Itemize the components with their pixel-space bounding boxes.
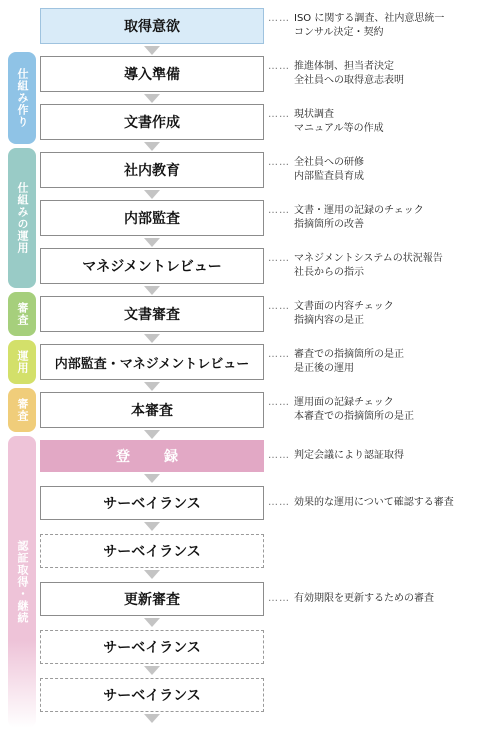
dotted-leader: …… (268, 397, 290, 408)
step-label: 文書作成 (124, 115, 180, 131)
down-arrow-icon (144, 382, 160, 391)
desc-line: 現状調査 (294, 109, 334, 120)
step-box (40, 296, 264, 332)
dotted-leader: …… (268, 497, 290, 508)
phase-bar-operation (8, 148, 36, 288)
step-label: マネジメントレビュー (82, 259, 222, 275)
dotted-leader: …… (268, 593, 290, 604)
step-box (40, 104, 264, 140)
dotted-leader: …… (268, 349, 290, 360)
step-label: 取得意欲 (124, 19, 180, 35)
step-box (40, 152, 264, 188)
step-label: 社内教育 (124, 163, 180, 179)
desc-line: 審査での指摘箇所の是正 (294, 349, 404, 360)
step-description (268, 60, 476, 88)
step-description (268, 108, 476, 136)
down-arrow-icon (144, 334, 160, 343)
step-box (40, 200, 264, 236)
phase-bar-main-review (8, 388, 36, 432)
phase-label: 仕組みの運用 (16, 182, 29, 254)
desc-line: 内部監査員育成 (294, 171, 364, 182)
down-arrow-icon (144, 94, 160, 103)
down-arrow-icon (144, 238, 160, 247)
down-arrow-icon (144, 666, 160, 675)
dotted-leader: …… (268, 301, 290, 312)
step-box (40, 56, 264, 92)
step-label: サーベイランス (103, 544, 201, 560)
step-label: サーベイランス (103, 496, 201, 512)
down-arrow-icon (144, 714, 160, 723)
step-label: 文書審査 (124, 307, 180, 323)
down-arrow-icon (144, 190, 160, 199)
dotted-leader: …… (268, 61, 290, 72)
down-arrow-icon (144, 522, 160, 531)
step-description (268, 204, 476, 232)
step-description (268, 449, 476, 463)
step-box (40, 486, 264, 520)
desc-line: 指摘内容の是正 (294, 315, 364, 326)
dotted-leader: …… (268, 450, 290, 461)
step-description (268, 252, 476, 280)
down-arrow-icon (144, 286, 160, 295)
desc-line: コンサル決定・契約 (294, 27, 384, 38)
phase-label: 審査 (16, 398, 29, 422)
step-box (40, 392, 264, 428)
phase-label: 運用 (16, 350, 29, 374)
down-arrow-icon (144, 570, 160, 579)
phase-label: 仕組み作り (16, 68, 29, 128)
down-arrow-icon (144, 46, 160, 55)
down-arrow-icon (144, 142, 160, 151)
phase-bar-setup (8, 52, 36, 144)
step-label: サーベイランス (103, 640, 201, 656)
desc-line: ISO に関する調査、社内意思統一 (294, 13, 445, 24)
step-label: 内部監査・マネジメントレビュー (54, 356, 250, 372)
dotted-leader: …… (268, 157, 290, 168)
desc-line: 全社員への取得意志表明 (294, 75, 404, 86)
desc-line: マネジメントシステムの状況報告 (294, 253, 443, 264)
desc-line: 本審査での指摘箇所の是正 (294, 411, 414, 422)
phase-label: 審査 (16, 302, 29, 326)
step-box (40, 8, 264, 44)
step-description (268, 300, 476, 328)
desc-line: 判定会議により認証取得 (294, 450, 404, 461)
dotted-leader: …… (268, 205, 290, 216)
desc-line: 運用面の記録チェック (294, 397, 394, 408)
dotted-leader: …… (268, 109, 290, 120)
step-label: 内部監査 (124, 211, 180, 227)
step-box-register (40, 440, 264, 472)
step-label: 本審査 (131, 403, 173, 419)
step-description (268, 592, 476, 606)
step-label: サーベイランス (103, 688, 201, 704)
desc-line: 指摘箇所の改善 (294, 219, 364, 230)
phase-bar-document-review (8, 292, 36, 336)
step-description (268, 396, 476, 424)
desc-line: 全社員への研修 (294, 157, 364, 168)
dotted-leader: …… (268, 13, 290, 24)
desc-line: 文書・運用の記録のチェック (294, 205, 424, 216)
desc-line: マニュアル等の作成 (294, 123, 384, 134)
step-box (40, 582, 264, 616)
step-box-dashed (40, 678, 264, 712)
dotted-leader: …… (268, 253, 290, 264)
phase-bar-run (8, 340, 36, 384)
step-description (268, 156, 476, 184)
desc-line: 推進体制、担当者決定 (294, 61, 394, 72)
down-arrow-icon (144, 618, 160, 627)
step-label: 更新審査 (124, 592, 180, 608)
step-label: 登 録 (116, 449, 188, 465)
phase-label: 認証取得・継続 (16, 540, 29, 624)
down-arrow-icon (144, 474, 160, 483)
step-box-dashed (40, 630, 264, 664)
desc-line: 是正後の運用 (294, 363, 354, 374)
step-box (40, 248, 264, 284)
step-box (40, 344, 264, 380)
step-description (268, 348, 476, 376)
step-description (268, 496, 476, 510)
desc-line: 効果的な運用について確認する審査 (294, 497, 454, 508)
step-description (268, 12, 476, 40)
desc-line: 文書面の内容チェック (294, 301, 394, 312)
down-arrow-icon (144, 430, 160, 439)
desc-line: 有効期限を更新するための審査 (294, 593, 434, 604)
desc-line: 社長からの指示 (294, 267, 364, 278)
step-box-dashed (40, 534, 264, 568)
step-label: 導入準備 (124, 67, 180, 83)
phase-bar-certification (8, 436, 36, 728)
